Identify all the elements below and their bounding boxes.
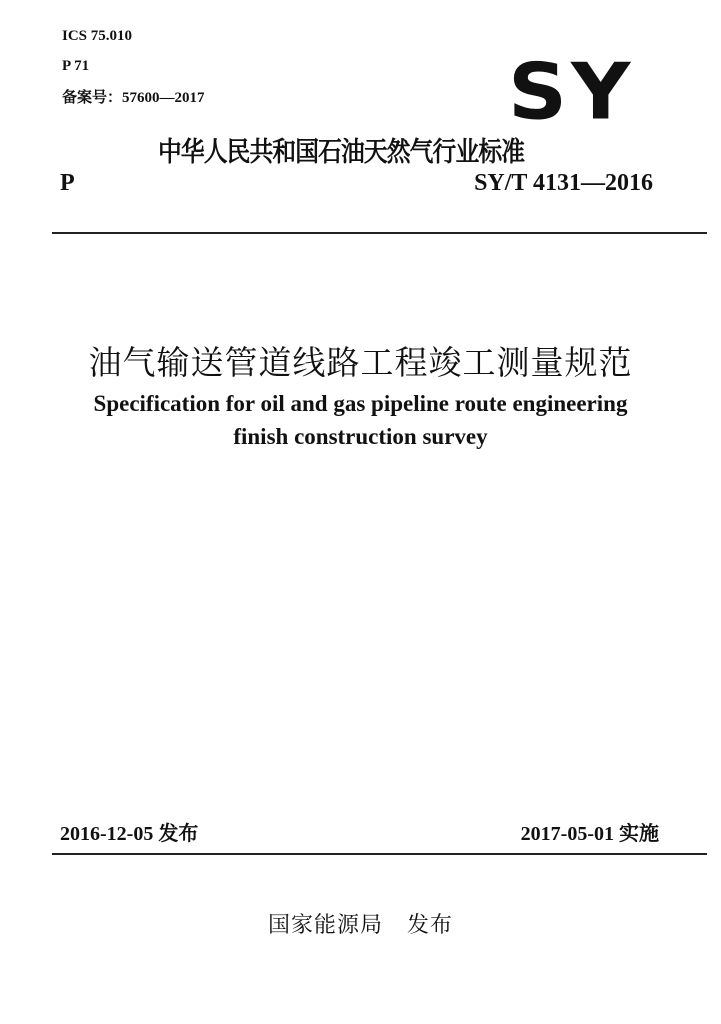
title-english-line1: Specification for oil and gas pipeline route engineering	[93, 391, 628, 416]
title-english-line2: finish construction survey	[233, 424, 488, 449]
category-letter: P	[60, 170, 75, 196]
ics-code: ICS 75.010	[62, 28, 133, 44]
sy-logo: SY	[508, 47, 635, 138]
classification-code: P 71	[62, 58, 90, 74]
industry-standard-heading: 中华人民共和国石油天然气行业标准	[158, 137, 525, 168]
standard-number: SY/T 4131—2016	[474, 170, 653, 196]
filing-number: 备案号：57600—2017	[62, 90, 205, 106]
publisher-line	[0, 908, 721, 939]
title-chinese: 油气输送管道线路工程竣工测量规范	[88, 343, 633, 382]
footer-divider	[52, 853, 707, 855]
header-divider	[52, 232, 707, 234]
implementation-date: 2017-05-01 实施	[520, 823, 659, 845]
publisher-action: 发布	[407, 913, 454, 938]
issue-date: 2016-12-05 发布	[60, 823, 199, 845]
publisher-name: 国家能源局	[267, 913, 383, 938]
